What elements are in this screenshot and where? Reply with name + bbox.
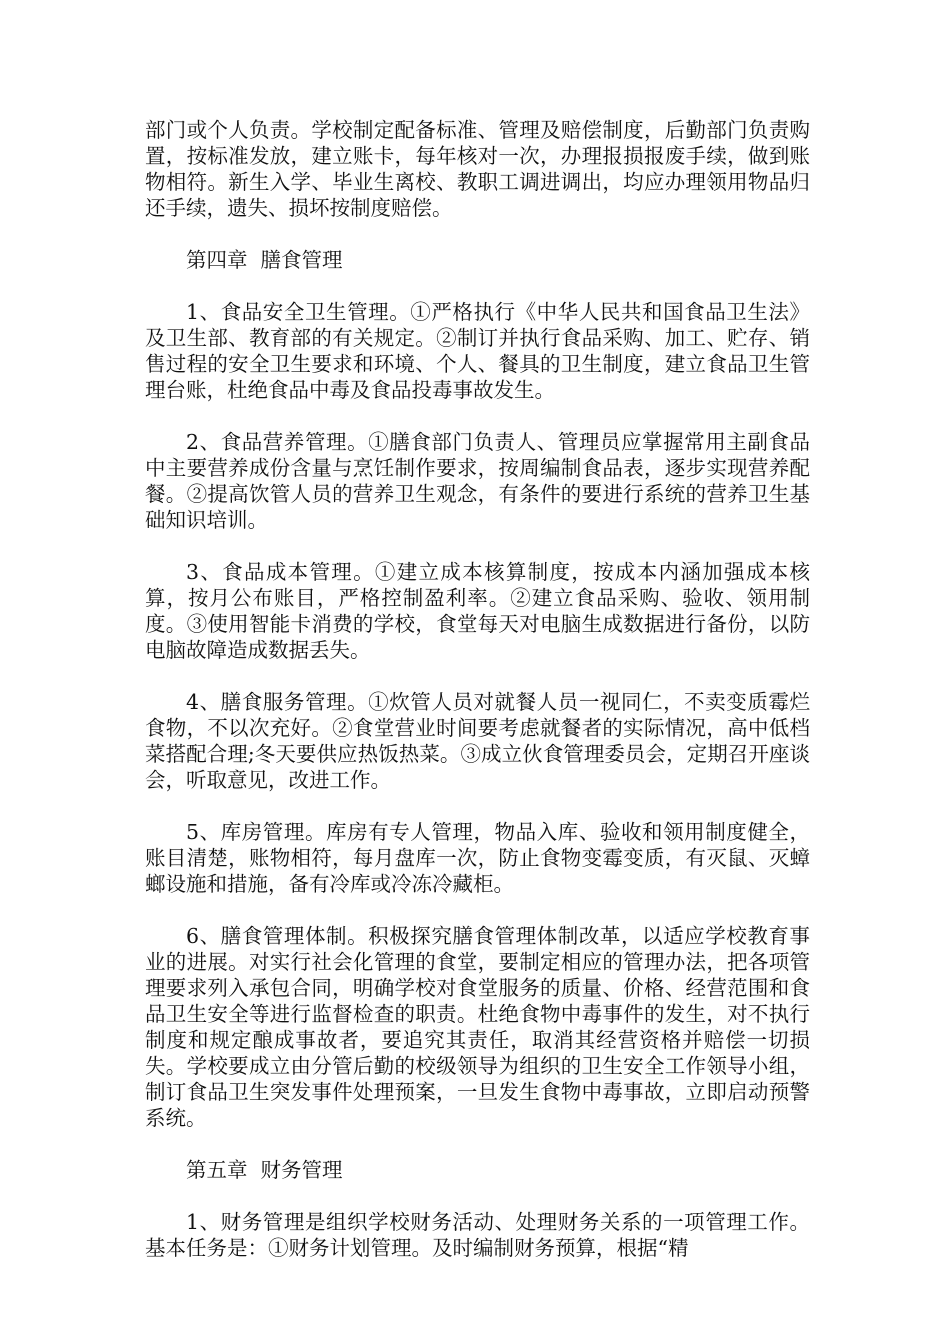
paragraph-food-cost: 3、食品成本管理。①建立成本核算制度，按成本内涵加强成本核算，按月公布账目，严格控制盈利率。②建立食品采购、验收、领用制度。③使用智能卡消费的学校，食堂每天对电脑生成数据进行备份，以防电脑故障造成数据丢失。 (145, 560, 810, 662)
paragraph-meal-service: 4、膳食服务管理。①炊管人员对就餐人员一视同仁，不卖变质霉烂食物，不以次充好。②食堂营业时间要考虑就餐者的实际情况，高中低档菜搭配合理;冬天要供应热饭热菜。③成立伙食管理委员会，定期召开座谈会，听取意见，改进工作。 (145, 690, 810, 792)
paragraph-warehouse: 5、库房管理。库房有专人管理，物品入库、验收和领用制度健全，账目清楚，账物相符，每月盘库一次，防止食物变霉变质，有灭鼠、灭蟑螂设施和措施，备有冷库或冷冻冷藏柜。 (145, 820, 810, 896)
document-page (145, 117, 810, 1287)
chapter-heading-4: 第四章 膳食管理 (186, 248, 343, 272)
paragraph-meal-system: 6、膳食管理体制。积极探究膳食管理体制改革，以适应学校教育事业的进展。对实行社会化管理的食堂，要制定相应的管理办法，把各项管理要求列入承包合同，明确学校对食堂服务的质量、价格、经营范围和食品卫生安全等进行监督检查的职责。杜绝食物中毒事件的发生，对不执行制度和规定酿成事故者，要追究其责任，取消其经营资格并赔偿一切损失。学校要成立由分管后勤的校级领导为组织的卫生安全工作领导小组，制订食品卫生突发事件处理预案，一旦发生食物中毒事故，立即启动预警系统。 (145, 924, 810, 1130)
paragraph-continued: 部门或个人负责。学校制定配备标准、管理及赔偿制度，后勤部门负责购置，按标准发放，建立账卡，每年核对一次，办理报损报废手续，做到账物相符。新生入学、毕业生离校、教职工调进调出，均应办理领用物品归还手续，遗失、损坏按制度赔偿。 (145, 118, 810, 220)
paragraph-finance: 1、财务管理是组织学校财务活动、处理财务关系的一项管理工作。基本任务是：①财务计划管理。及时编制财务预算，根据“精 (145, 1210, 810, 1260)
paragraph-food-nutrition: 2、食品营养管理。①膳食部门负责人、管理员应掌握常用主副食品中主要营养成份含量与烹饪制作要求，按周编制食品表，逐步实现营养配餐。②提高饮管人员的营养卫生观念，有条件的要进行系统的营养卫生基础知识培训。 (145, 430, 810, 532)
paragraph-food-safety: 1、食品安全卫生管理。①严格执行《中华人民共和国食品卫生法》及卫生部、教育部的有关规定。②制订并执行食品采购、加工、贮存、销售过程的安全卫生要求和环境、个人、餐具的卫生制度，建立食品卫生管理台账，杜绝食品中毒及食品投毒事故发生。 (145, 300, 810, 402)
chapter-heading-5: 第五章 财务管理 (186, 1158, 343, 1182)
